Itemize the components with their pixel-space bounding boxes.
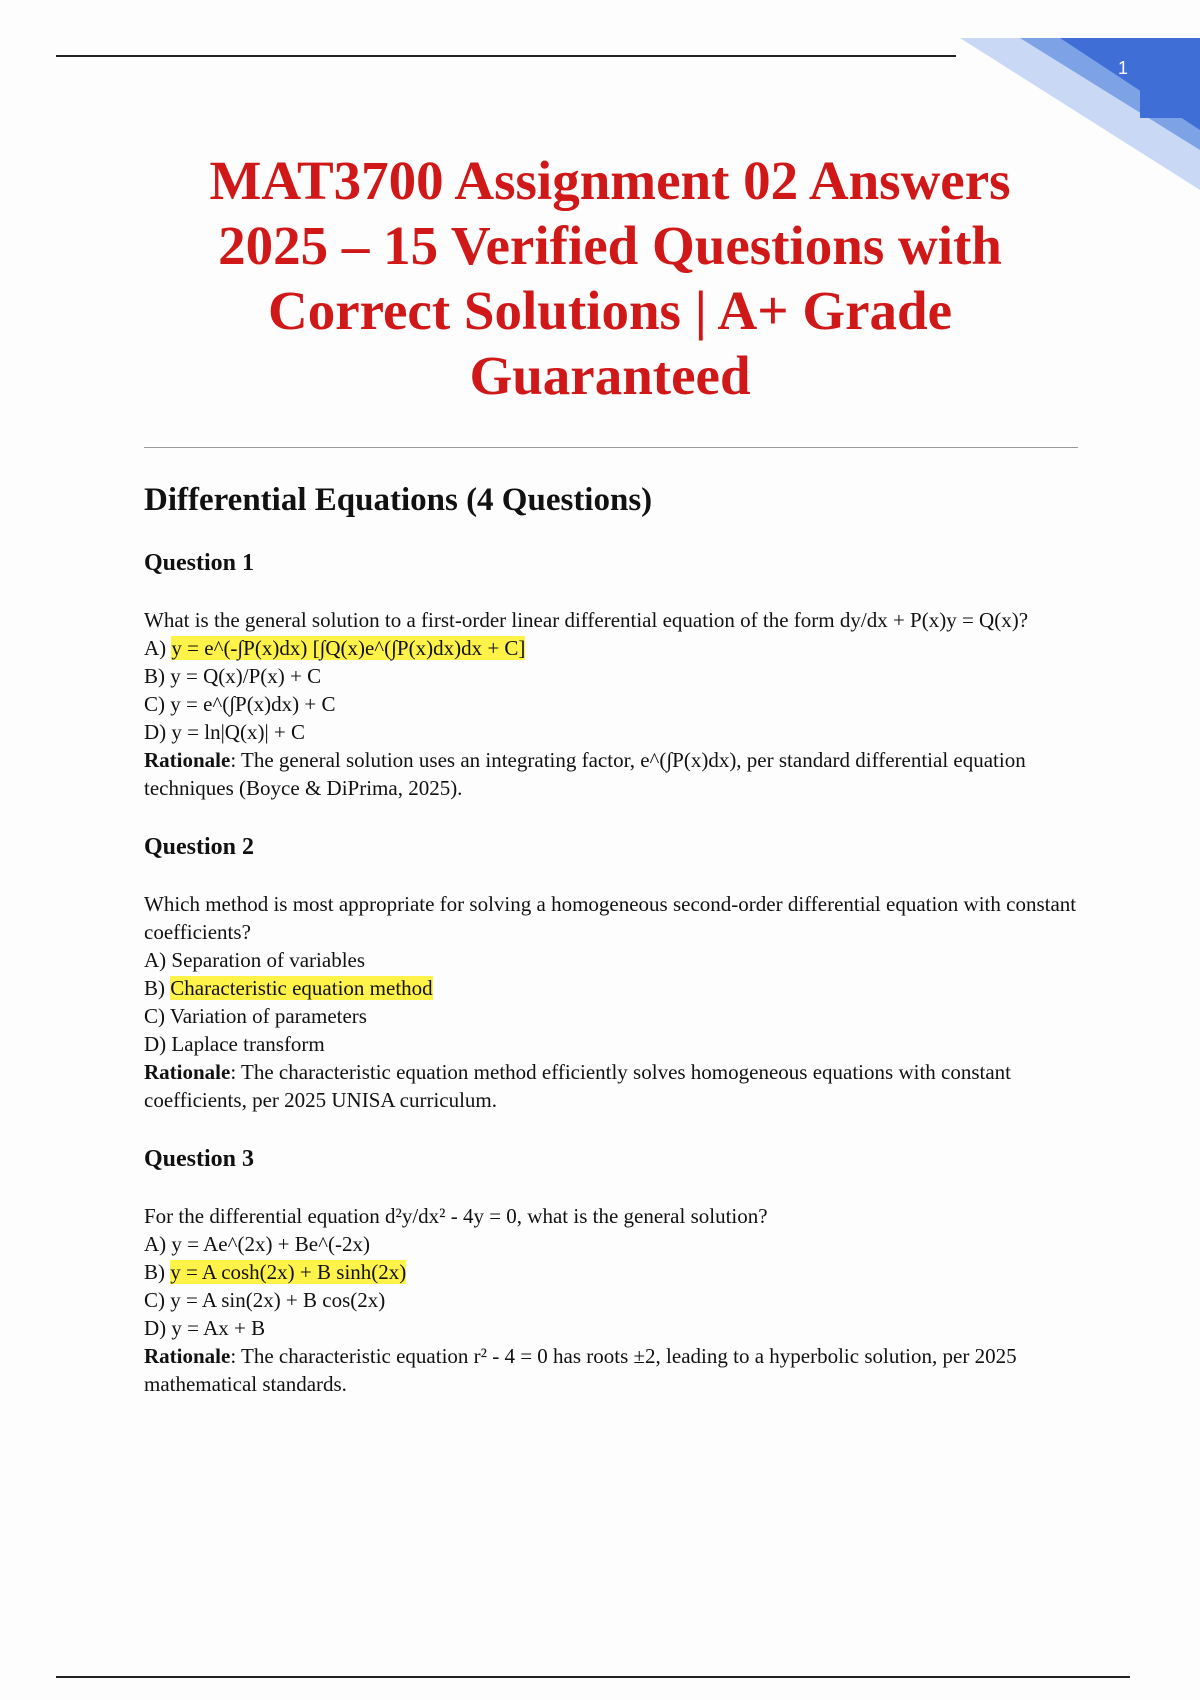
answer-option: [144, 1230, 1084, 1258]
title-line: 2025 – 15 Verified Questions with: [218, 215, 1002, 276]
option-text: y = A sin(2x) + B cos(2x): [170, 1288, 386, 1312]
footer-rule: [56, 1676, 1130, 1678]
option-text: y = e^(∫P(x)dx) + C: [170, 692, 336, 716]
question-block: [144, 548, 1084, 802]
answer-option: [144, 634, 1084, 662]
header-rule: [56, 55, 956, 57]
rationale: [144, 1342, 1084, 1398]
rationale: [144, 746, 1084, 802]
question-text: Which method is most appropriate for solving a homogeneous second-order differential equation with constant coefficients?: [144, 892, 1077, 944]
answer-option: [144, 1002, 1084, 1030]
option-letter: D): [144, 1316, 172, 1340]
title-divider: [144, 447, 1078, 448]
rationale-text: : The characteristic equation r² - 4 = 0 has roots ±2, leading to a hyperbolic solution, per 2025 mathematical standards.: [144, 1344, 1017, 1396]
option-letter: A): [144, 636, 172, 660]
answer-option: [144, 1030, 1084, 1058]
answer-option: [144, 690, 1084, 718]
option-letter: B): [144, 976, 171, 1000]
question-text: What is the general solution to a first-order linear differential equation of the form dy/dx + P(x)y = Q(x)?: [144, 608, 1029, 632]
option-text: Separation of variables: [171, 948, 366, 972]
option-letter: A): [144, 948, 172, 972]
document-title: [160, 148, 1060, 408]
rationale-text: : The characteristic equation method efficiently solves homogeneous equations with constant coefficients, per 2025 UNISA curriculum.: [144, 1060, 1012, 1112]
option-letter: D): [144, 1032, 172, 1056]
rationale-label: Rationale: [144, 1060, 231, 1084]
question-title: Question 2: [144, 834, 255, 860]
section-heading: Differential Equations (4 Questions): [144, 482, 653, 518]
corner-tab: [1140, 38, 1200, 118]
rationale-label: Rationale: [144, 748, 231, 772]
answer-option: [144, 662, 1084, 690]
option-text: Laplace transform: [171, 1032, 325, 1056]
answer-option: [144, 946, 1084, 974]
question-list: [144, 548, 1084, 1398]
option-text: y = ln|Q(x)| + C: [171, 720, 306, 744]
answer-option: [144, 718, 1084, 746]
option-letter: C): [144, 1004, 170, 1028]
option-letter: C): [144, 692, 171, 716]
question-block: [144, 832, 1084, 1114]
title-line: Correct Solutions | A+ Grade: [267, 280, 953, 341]
question-text: For the differential equation d²y/dx² - 4y = 0, what is the general solution?: [144, 1204, 768, 1228]
rationale-label: Rationale: [144, 1344, 231, 1368]
option-text: y = Q(x)/P(x) + C: [170, 664, 322, 688]
question-block: [144, 1144, 1084, 1398]
document-body: [144, 480, 1084, 1428]
question-title: Question 3: [144, 1146, 255, 1172]
option-text: Variation of parameters: [169, 1004, 367, 1028]
correct-answer-highlight: y = e^(-∫P(x)dx) [∫Q(x)e^(∫P(x)dx)dx + C]: [171, 636, 526, 660]
answer-option: [144, 1314, 1084, 1342]
answer-option: [144, 974, 1084, 1002]
option-text: y = Ax + B: [171, 1316, 266, 1340]
answer-option: [144, 1286, 1084, 1314]
option-text: y = Ae^(2x) + Be^(-2x): [171, 1232, 370, 1256]
rationale-text: : The general solution uses an integrating factor, e^(∫P(x)dx), per standard differential equation techniques (Boyce & DiPrima, 2025).: [144, 748, 1026, 800]
option-letter: A): [144, 1232, 172, 1256]
correct-answer-highlight: y = A cosh(2x) + B sinh(2x): [170, 1260, 407, 1284]
page-number: 1: [1117, 58, 1128, 78]
answer-option: [144, 1258, 1084, 1286]
option-letter: B): [144, 1260, 171, 1284]
title-line: MAT3700 Assignment 02 Answers: [209, 150, 1011, 211]
rationale: [144, 1058, 1084, 1114]
question-title: Question 1: [144, 550, 255, 576]
option-letter: C): [144, 1288, 171, 1312]
option-letter: B): [144, 664, 171, 688]
correct-answer-highlight: Characteristic equation method: [170, 976, 433, 1000]
option-letter: D): [144, 720, 172, 744]
title-line: Guaranteed: [469, 345, 751, 406]
